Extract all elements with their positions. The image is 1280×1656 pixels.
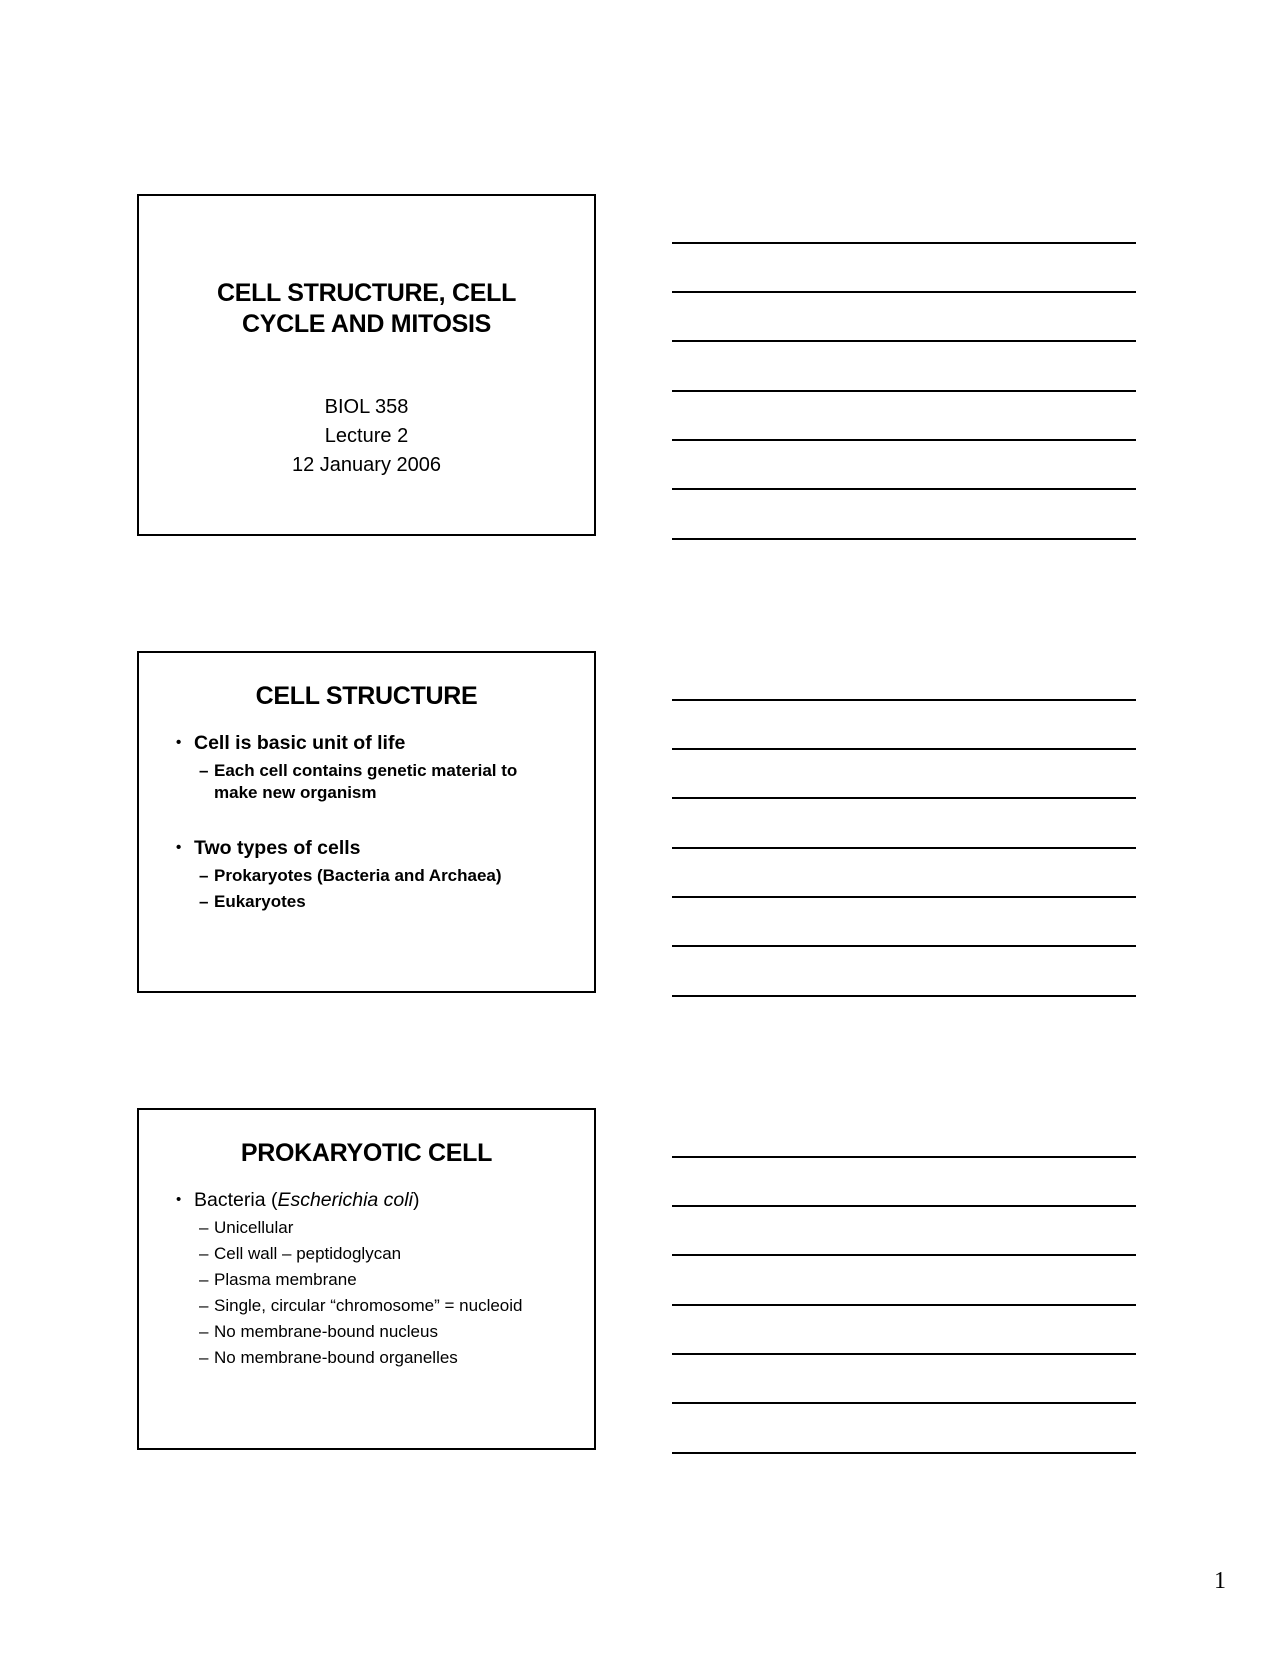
dash-icon: – xyxy=(199,1322,209,1341)
slide-1-title xyxy=(139,278,594,340)
note-line xyxy=(672,699,1136,701)
note-line xyxy=(672,896,1136,898)
sub-text: Each cell contains genetic material to xyxy=(214,761,518,780)
sub-text: Eukaryotes xyxy=(214,892,306,911)
slide-3-sub-6 xyxy=(199,1347,458,1369)
bullet-icon: • xyxy=(176,1191,182,1208)
bullet-suffix: ) xyxy=(412,1189,420,1211)
sub-text: No membrane-bound nucleus xyxy=(214,1322,438,1341)
sub-text: Single, circular “chromosome” = nucleoid xyxy=(214,1296,523,1315)
note-line xyxy=(672,1205,1136,1207)
course-code: BIOL 358 xyxy=(324,396,409,418)
dash-icon: – xyxy=(199,866,209,885)
bullet-icon: • xyxy=(176,734,182,751)
dash-icon: – xyxy=(199,1218,209,1237)
dash-icon: – xyxy=(199,1244,209,1263)
note-line xyxy=(672,1452,1136,1454)
dash-icon: – xyxy=(199,761,209,780)
bullet-text: Two types of cells xyxy=(194,837,361,859)
note-line xyxy=(672,1402,1136,1404)
note-line xyxy=(672,847,1136,849)
slide-2-sub-2 xyxy=(199,865,502,887)
slide-3-sub-4 xyxy=(199,1295,523,1317)
sub-text: Cell wall – peptidoglycan xyxy=(214,1244,402,1263)
lecture-date: 12 January 2006 xyxy=(291,454,441,476)
slide-2-sub-1 xyxy=(199,760,517,782)
dash-icon: – xyxy=(199,1296,209,1315)
slide-2-title: CELL STRUCTURE xyxy=(255,682,478,710)
slide-2 xyxy=(137,651,596,993)
bullet-icon: • xyxy=(176,839,182,856)
bullet-prefix: Bacteria ( xyxy=(194,1189,278,1211)
bullet-text: Cell is basic unit of life xyxy=(194,732,406,754)
note-line xyxy=(672,1254,1136,1256)
note-line xyxy=(672,945,1136,947)
dash-icon: – xyxy=(199,1270,209,1289)
lecture-number: Lecture 2 xyxy=(324,425,409,447)
slide-1-title-line-2: CYCLE AND MITOSIS xyxy=(241,310,492,338)
slide-3-sub-3 xyxy=(199,1269,357,1291)
species-name: Escherichia coli xyxy=(277,1189,413,1211)
slide-3 xyxy=(137,1108,596,1450)
dash-icon: – xyxy=(199,1348,209,1367)
note-line xyxy=(672,538,1136,540)
slide-2-sub-1-cont: make new organism xyxy=(214,783,377,802)
sub-text: No membrane-bound organelles xyxy=(214,1348,458,1367)
note-line xyxy=(672,439,1136,441)
note-line xyxy=(672,242,1136,244)
note-line xyxy=(672,797,1136,799)
slide-3-sub-2 xyxy=(199,1243,401,1265)
page-number: 1 xyxy=(1214,1568,1226,1594)
note-line xyxy=(672,488,1136,490)
note-line xyxy=(672,340,1136,342)
slide-3-title: PROKARYOTIC CELL xyxy=(240,1139,493,1167)
note-line xyxy=(672,748,1136,750)
sub-text: Prokaryotes (Bacteria and Archaea) xyxy=(214,866,502,885)
note-line xyxy=(672,1304,1136,1306)
sub-text: Plasma membrane xyxy=(214,1270,357,1289)
slide-1-subtitle xyxy=(139,393,594,480)
bullet-text xyxy=(194,1188,419,1212)
slide-2-sub-3 xyxy=(199,891,306,913)
slide-1 xyxy=(137,194,596,536)
slide-1-title-line-1: CELL STRUCTURE, CELL xyxy=(216,279,517,307)
note-line xyxy=(672,1353,1136,1355)
slide-3-sub-5 xyxy=(199,1321,438,1343)
note-line xyxy=(672,291,1136,293)
note-line xyxy=(672,995,1136,997)
note-line xyxy=(672,390,1136,392)
slide-3-sub-1 xyxy=(199,1217,293,1239)
note-line xyxy=(672,1156,1136,1158)
sub-text: Unicellular xyxy=(214,1218,294,1237)
dash-icon: – xyxy=(199,892,209,911)
